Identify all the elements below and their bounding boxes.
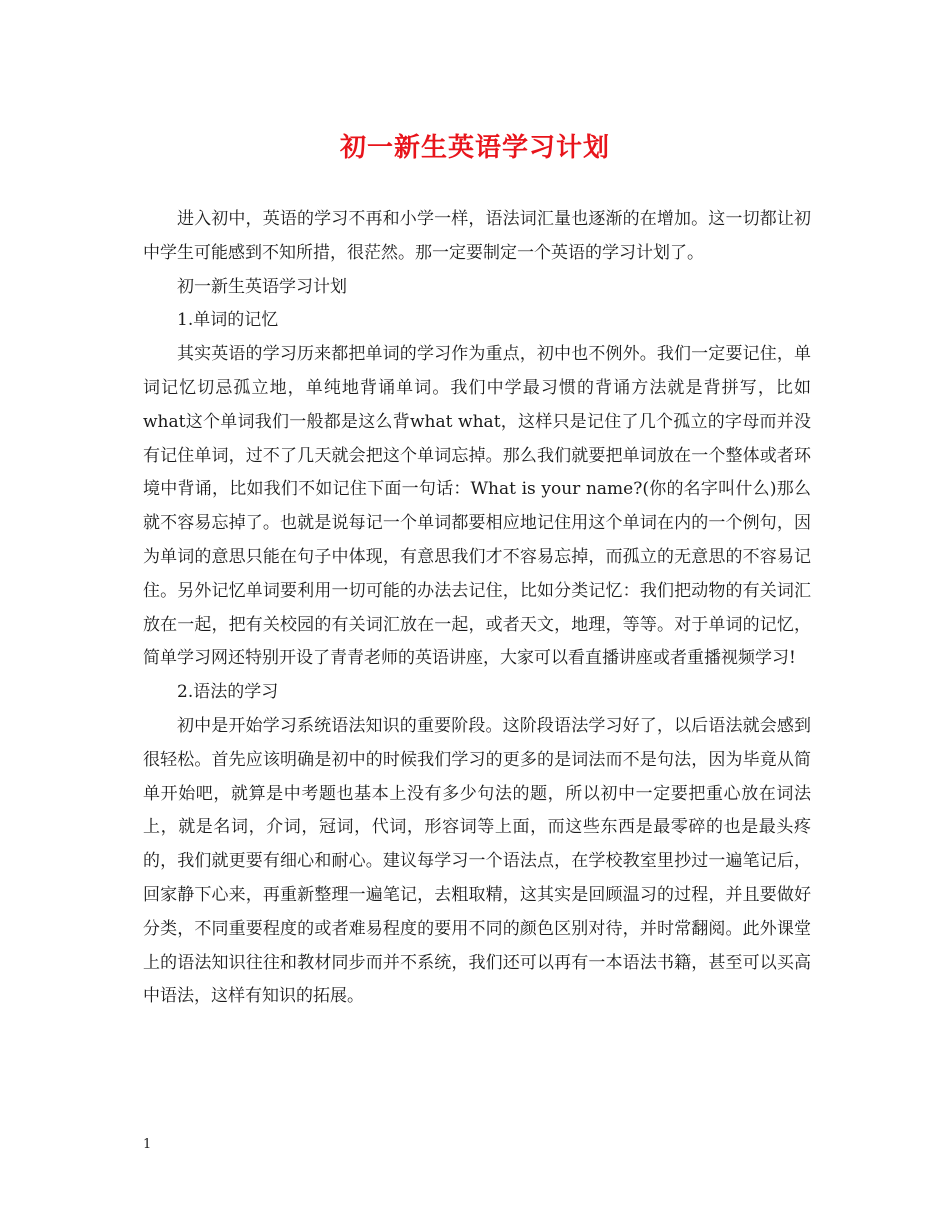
paragraph-vocabulary: 其实英语的学习历来都把单词的学习作为重点，初中也不例外。我们一定要记住，单词记忆切忌孤立地，单纯地背诵单词。我们中学最习惯的背诵方法就是背拼写，比如what这个单词我们一般都是这么背what what，这样只是记住了几个孤立的字母而并没有记住单词，过不了几天就会把这个单词忘掉。那么我们就要把单词放在一个整体或者环境中背诵，比如我们不如记住下面一句话：What is your name?(你的名字叫什么)那么就不容易忘掉了。也就是说每记一个单词都要相应地记住用这个单词在内的一个例句，因为单词的意思只能在句子中体现，有意思我们才不容易忘掉，而孤立的无意思的不容易记住。另外记忆单词要利用一切可能的办法去记住，比如分类记忆：我们把动物的有关词汇放在一起，把有关校园的有关词汇放在一起，或者天文，地理，等等。对于单词的记忆，简单学习网还特别开设了青青老师的英语讲座，大家可以看直播讲座或者重播视频学习! (143, 344, 811, 669)
section-heading-grammar: 2.语法的学习 (177, 682, 279, 703)
document-body (143, 203, 811, 1014)
paragraph-grammar: 初中是开始学习系统语法知识的重要阶段。这阶段语法学习好了，以后语法就会感到很轻松。首先应该明确是初中的时候我们学习的更多的是词法而不是句法，因为毕竟从简单开始吧，就算是中考题也基本上没有多少句法的题，所以初中一定要把重心放在词法上，就是名词，介词，冠词，代词，形容词等上面，而这些东西是最零碎的也是最头疼的，我们就更要有细心和耐心。建议每学习一个语法点，在学校教室里抄过一遍笔记后，回家静下心来，再重新整理一遍笔记，去粗取精，这其实是回顾温习的过程，并且要做好分类，不同重要程度的或者难易程度的要用不同的颜色区别对待，并时常翻阅。此外课堂上的语法知识往往和教材同步而并不系统，我们还可以再有一本语法书籍，甚至可以买高中语法，这样有知识的拓展。 (143, 715, 811, 1007)
document-title: 初一新生英语学习计划 (339, 133, 610, 163)
paragraph-intro: 进入初中，英语的学习不再和小学一样，语法词汇量也逐渐的在增加。这一切都让初中学生可能感到不知所措，很茫然。那一定要制定一个英语的学习计划了。 (143, 209, 811, 263)
page-number: 1 (143, 1137, 152, 1152)
section-heading-vocabulary: 1.单词的记忆 (177, 310, 279, 331)
paragraph-subtitle: 初一新生英语学习计划 (177, 276, 347, 297)
